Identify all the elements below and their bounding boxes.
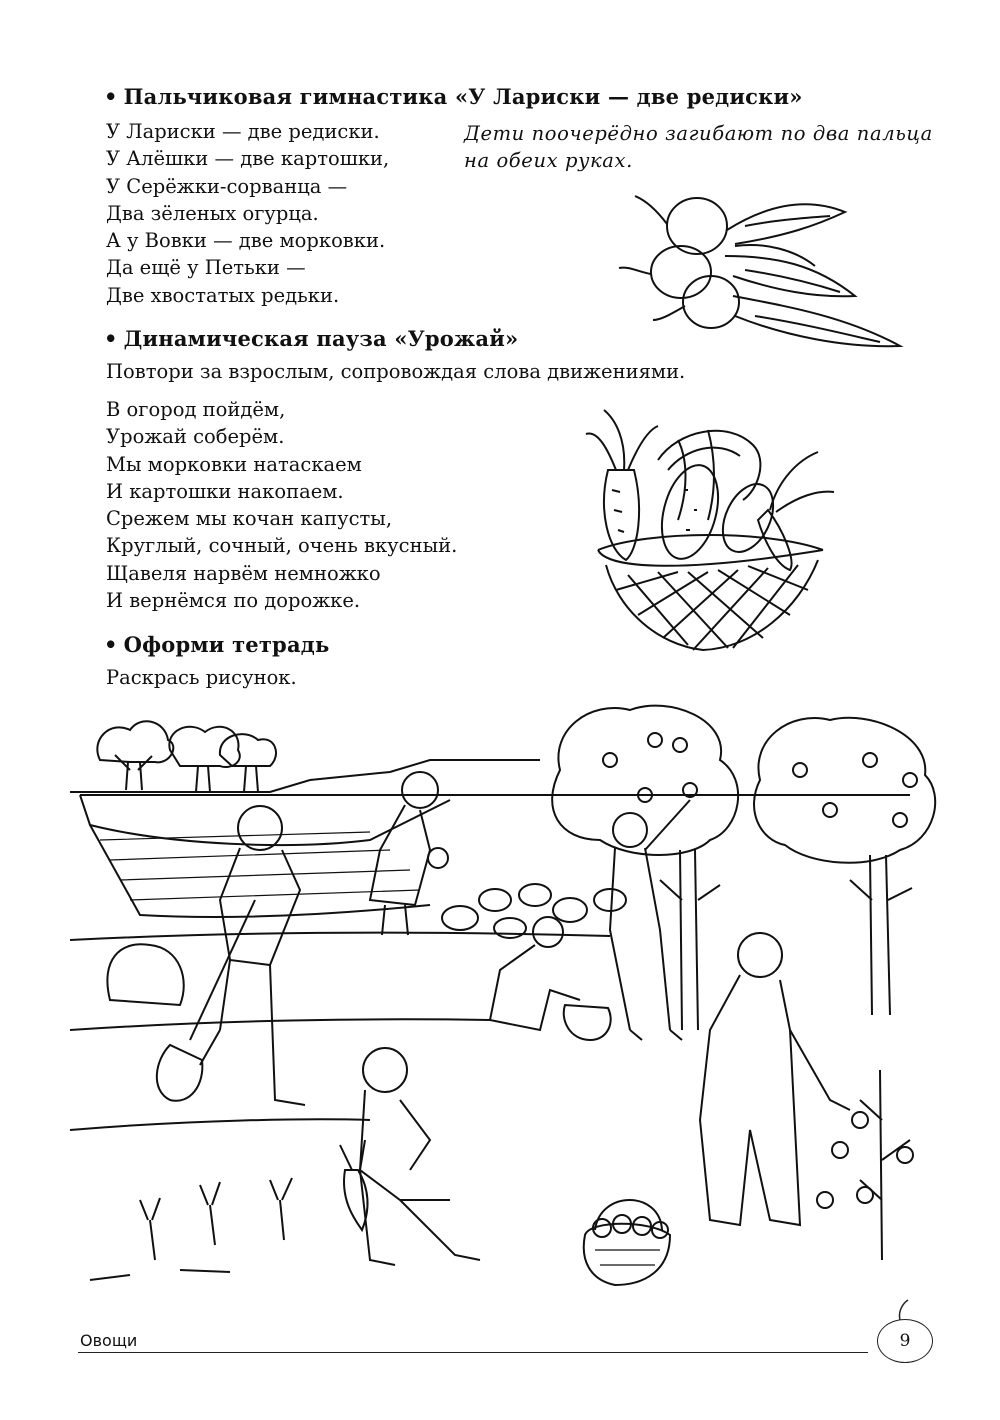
verse-line: У Алёшки — две картошки, <box>106 147 390 171</box>
verse-line: Две хвостатых редьки. <box>106 283 340 307</box>
boulder-icon <box>107 944 183 1005</box>
heading-text: Пальчиковая гимнастика «У Лариски — две редиски» <box>123 84 803 109</box>
radish-bunch-drawing <box>615 186 905 356</box>
background-trees-icon <box>97 721 276 792</box>
section-heading-finger-gymnastics <box>104 84 803 109</box>
cabbage-icon <box>658 430 760 520</box>
heading-text: Динамическая пауза «Урожай» <box>123 326 519 351</box>
verse-line: У Лариски — две редиски. <box>106 120 380 143</box>
section-heading-decorate-notebook <box>104 632 329 657</box>
footer-divider <box>78 1352 868 1353</box>
carrot-icon <box>758 452 834 570</box>
vegetable-basket-drawing <box>568 400 838 660</box>
verse-line: Мы морковки натаскаем <box>106 452 362 476</box>
harvest-rhyme <box>106 396 457 614</box>
finger-rhyme <box>106 118 389 309</box>
boy-picking-apples-icon <box>610 800 690 1040</box>
potato-icon <box>652 459 783 565</box>
fruit-basket-icon <box>584 1200 670 1285</box>
verse-line: Да ещё у Петьки — <box>106 256 306 280</box>
verse-line: И картошки накопаем. <box>106 479 344 503</box>
tomato-plant-icon <box>817 1070 913 1260</box>
verse-line: И вернёмся по дорожке. <box>106 589 361 613</box>
verse-line: А у Вовки — две морковки. <box>106 229 386 253</box>
bullet: • <box>104 84 118 109</box>
verse-line: Щавеля нарвём немножко <box>106 561 381 585</box>
grandmother-icon <box>370 772 448 935</box>
section-heading-dynamic-pause <box>104 326 518 351</box>
girl-harvesting-carrot-icon <box>340 1048 480 1265</box>
man-digging-icon <box>157 806 305 1105</box>
bullet: • <box>104 632 118 657</box>
carrot-icon <box>586 410 658 560</box>
heading-text: Оформи тетрадь <box>123 632 330 657</box>
page-number: 9 <box>877 1319 933 1363</box>
instruction-note: Дети поочерёдно загибают по два пальца на обеих руках. <box>464 122 933 173</box>
girl-picking-tomatoes-icon <box>700 933 850 1225</box>
bullet: • <box>104 326 118 351</box>
apple-tree-icon <box>552 706 738 1030</box>
instruction-text: Раскрась рисунок. <box>106 666 297 689</box>
verse-line: Круглый, сочный, очень вкусный. <box>106 534 458 558</box>
instruction-text: Повтори за взрослым, сопровождая слова движениями. <box>106 360 686 383</box>
verse-line: Урожай соберём. <box>106 425 285 449</box>
verse-line: Срежем мы кочан капусты, <box>106 507 393 531</box>
fields-icon <box>70 760 910 1130</box>
verse-line: У Серёжки-сорванца — <box>106 174 348 198</box>
radish-icon <box>619 196 739 328</box>
footer-topic: Овощи <box>80 1331 138 1350</box>
radish-leaves-icon <box>725 204 900 346</box>
harvest-garden-scene <box>70 700 950 1300</box>
verse-line: В огород пойдём, <box>106 398 286 421</box>
verse-line: Два зёленых огурца. <box>106 201 319 225</box>
carrots-in-ground-icon <box>90 1178 292 1280</box>
apple-tree-icon <box>754 718 935 1015</box>
